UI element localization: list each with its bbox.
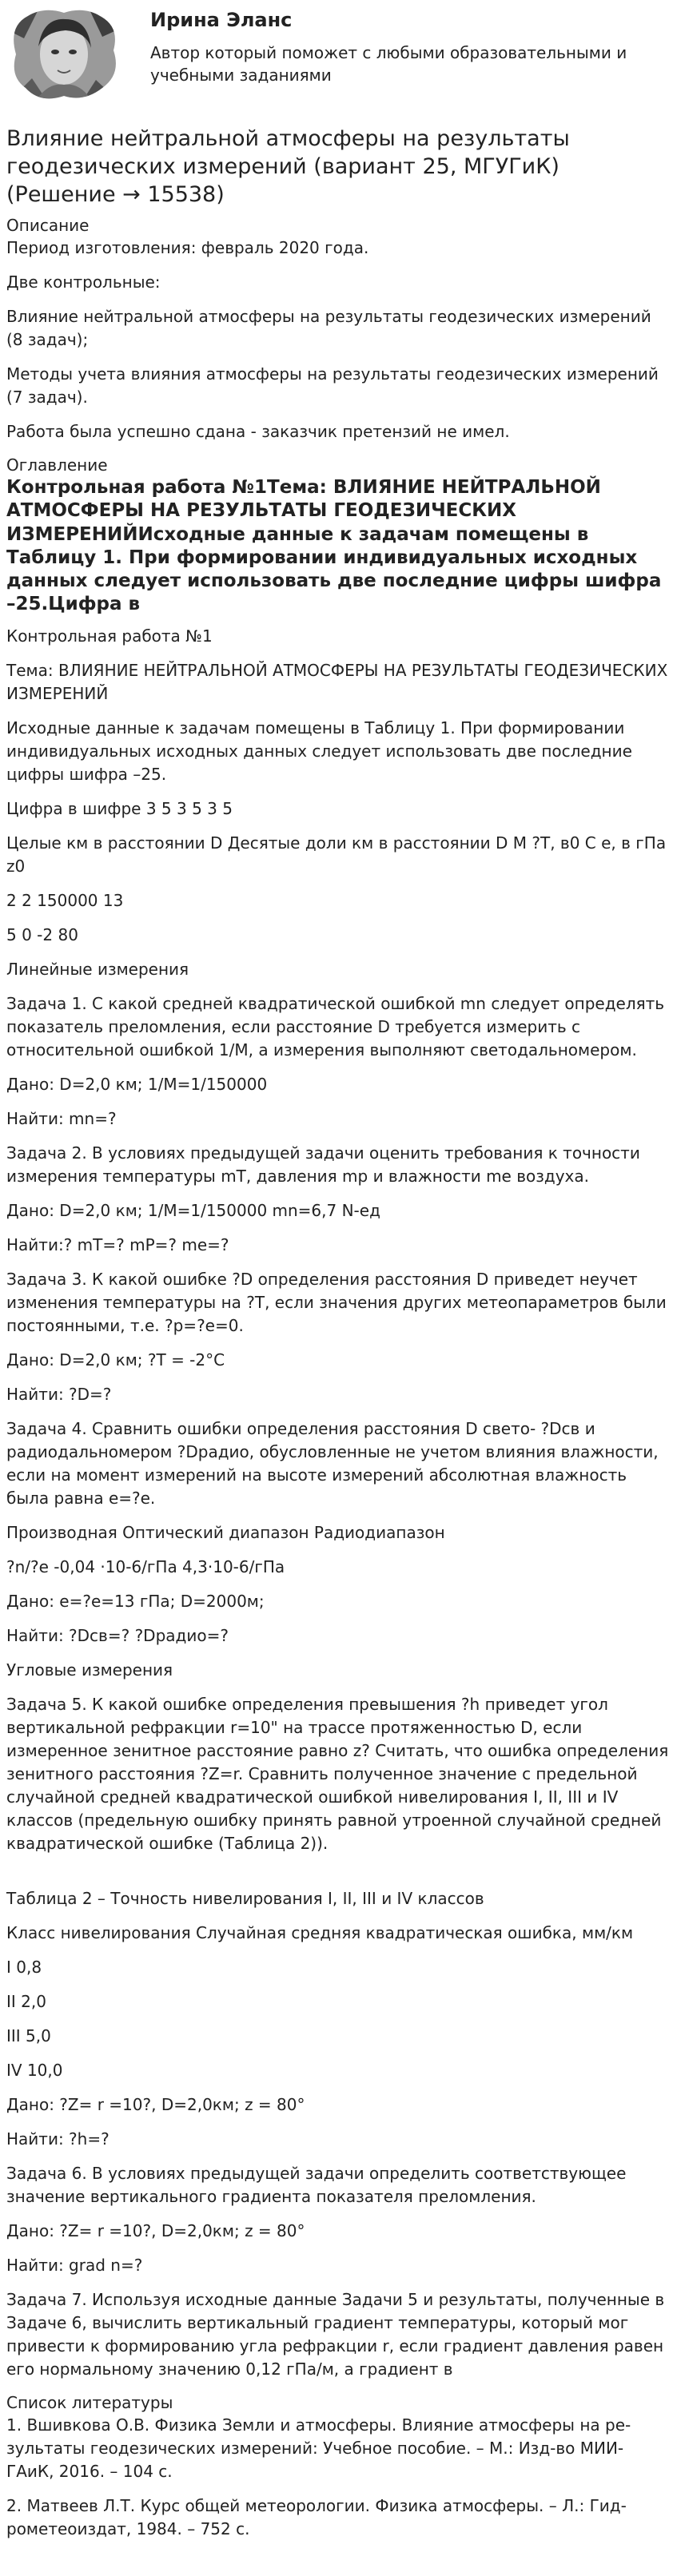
- task-text: Задача 4. Сравнить ошибки определения расстояния D свето- ?Dсв и радиодальномером ?Dрадио, обусловленные не учетом влияния влажности, если на момент измерений на высоте измерений абсолютная влажность была равна e=?e.: [6, 1418, 659, 1508]
- task-find: Найти: mn=?: [6, 1108, 117, 1128]
- task-text: Задача 3. К какой ошибке ?D определения расстояния D приведет неучет изменения температуры на ?T, если значения других метеопараметров были постоянными, т.е. ?p=?e=0.: [6, 1269, 667, 1335]
- task-text: Задача 2. В условиях предыдущей задачи оценить требования к точности измерения температуры mT, давления mp и влажности me воздуха.: [6, 1143, 640, 1186]
- task-text: Задача 7. Используя исходные данные Задачи 5 и результаты, полученные в Задаче 6, вычислить вертикальный градиент температуры, который мог привести к формированию угла рефракции r, если градиент давления равен его нормальному значению 0,12 гПа/м, а градиент в: [6, 2289, 665, 2379]
- description-text: Методы учета влияния атмосферы на результаты геодезических измерений (7 задач).: [6, 364, 659, 407]
- table-row: IV 10,0: [6, 2060, 63, 2080]
- body-paragraph: Исходные данные к задачам помещены в Таблицу 1. При формировании индивидуальных исходных данных следует использовать две последние цифры шифра –25.: [6, 718, 632, 784]
- avatar[interactable]: [8, 6, 120, 102]
- task-find: Найти: grad n=?: [6, 2255, 143, 2275]
- task-text: Задача 1. С какой средней квадратической ошибкой mn следует определять показатель преломления, если расстояние D требуется измерить с относительной ошибкой 1/M, а измерения выполняют светодальномером.: [6, 993, 665, 1059]
- body-paragraph: Цифра в шифре 3 5 3 5 3 5: [6, 798, 233, 818]
- table-row: I 0,8: [6, 1957, 42, 1977]
- task-find: Найти: ?D=?: [6, 1384, 112, 1404]
- task-given: Дано: D=2,0 км; 1/M=1/150000 mn=6,7 N-ед: [6, 1200, 380, 1220]
- table-caption: Таблица 2 – Точность нивелирования I, II, III и IV классов: [6, 1888, 484, 1908]
- task-text: Задача 6. В условиях предыдущей задачи определить соответствующее значение вертикального градиента показателя преломления.: [6, 2163, 627, 2206]
- author-block: [6, 0, 671, 109]
- task-find: Найти:? mT=? mP=? me=?: [6, 1234, 229, 1254]
- table-row: II 2,0: [6, 1991, 46, 2011]
- task-given: Дано: D=2,0 км; 1/M=1/150000: [6, 1074, 268, 1094]
- description-text: Работа была успешно сдана - заказчик претензий не имел.: [6, 422, 510, 442]
- task-find: Найти: ?Dсв=? ?Dрадио=?: [6, 1625, 229, 1645]
- body-paragraph: 5 0 -2 80: [6, 924, 78, 944]
- table-header: Класс нивелирования Случайная средняя квадратическая ошибка, мм/км: [6, 1922, 634, 1942]
- description-text: Влияние нейтральной атмосферы на результаты геодезических измерений (8 задач);: [6, 307, 651, 350]
- task-given: Дано: e=?e=13 гПа; D=2000м;: [6, 1591, 265, 1611]
- section-heading: Линейные измерения: [6, 959, 189, 979]
- body-paragraph: 2 2 150000 13: [6, 890, 124, 910]
- task-given: Дано: ?Z= r =10?, D=2,0км; z = 80°: [6, 2220, 305, 2240]
- reference-item: 2. Матвеев Л.Т. Курс общей метеорологии. Физика атмосферы. – Л.: Гид-рометеоиздат, 1984. – 752 с.: [6, 2495, 627, 2538]
- description-text: Период изготовления: февраль 2020 года.: [6, 238, 369, 258]
- description-label: Описание: [6, 216, 90, 236]
- body-paragraph: Целые км в расстоянии D Десятые доли км в расстоянии D M ?T, в0 С е, в гПа z0: [6, 833, 667, 876]
- task-given: Дано: D=2,0 км; ?T = -2°С: [6, 1350, 225, 1369]
- page-title: Влияние нейтральной атмосферы на результаты геодезических измерений (вариант 25, МГУГиК) (Решение → 15538): [6, 126, 570, 208]
- task-given: Дано: ?Z= r =10?, D=2,0км; z = 80°: [6, 2094, 305, 2114]
- author-description: Автор который поможет с любыми образовательными и учебными заданиями: [150, 42, 627, 85]
- reference-item: 1. Вшивкова О.В. Физика Земли и атмосферы. Влияние атмосферы на ре-зультаты геодезических измерений: Учебное пособие. – М.: Изд-во МИИ-ГАиК, 2016. – 104 с.: [6, 2415, 631, 2481]
- author-info: [150, 6, 646, 86]
- toc-label: Оглавление: [6, 455, 108, 475]
- author-name[interactable]: Ирина Эланс: [150, 9, 293, 31]
- task-find: Найти: ?h=?: [6, 2129, 110, 2149]
- toc-heading: Контрольная работа №1Тема: ВЛИЯНИЕ НЕЙТРАЛЬНОЙ АТМОСФЕРЫ НА РЕЗУЛЬТАТЫ ГЕОДЕЗИЧЕСКИХ ИЗМЕРЕНИЙИсходные данные к задачам помещены в Таблицу 1. При формировании индивидуальных исходных данных следует использовать две последние цифры шифра –25.Цифра в: [6, 477, 662, 615]
- body-paragraph: Производная Оптический диапазон Радиодиапазон: [6, 1522, 445, 1542]
- references-label: Список литературы: [6, 2392, 173, 2412]
- body-paragraph: Тема: ВЛИЯНИЕ НЕЙТРАЛЬНОЙ АТМОСФЕРЫ НА РЕЗУЛЬТАТЫ ГЕОДЕЗИЧЕСКИХ ИЗМЕРЕНИЙ: [6, 660, 668, 703]
- table-row: III 5,0: [6, 2025, 51, 2045]
- body-paragraph: Контрольная работа №1: [6, 626, 213, 646]
- task-text: Задача 5. К какой ошибке определения превышения ?h приведет угол вертикальной рефракции r=10" на трассе протяженностью D, если измеренное зенитное расстояние равно z? Считать, что ошибка определения зенитного расстояния ?Z=r. Сравнить полученное значение с предельной случайной средней квадратической ошибкой нивелирования I, II, III и IV классов (предельную ошибку принять равной утроенной случайной средней квадратической ошибке (Таблица 2)).: [6, 1694, 669, 1853]
- section-heading: Угловые измерения: [6, 1660, 173, 1680]
- body-paragraph: ?n/?e -0,04 ·10-6/гПа 4,3·10-6/гПа: [6, 1556, 285, 1576]
- description-text: Две контрольные:: [6, 272, 161, 292]
